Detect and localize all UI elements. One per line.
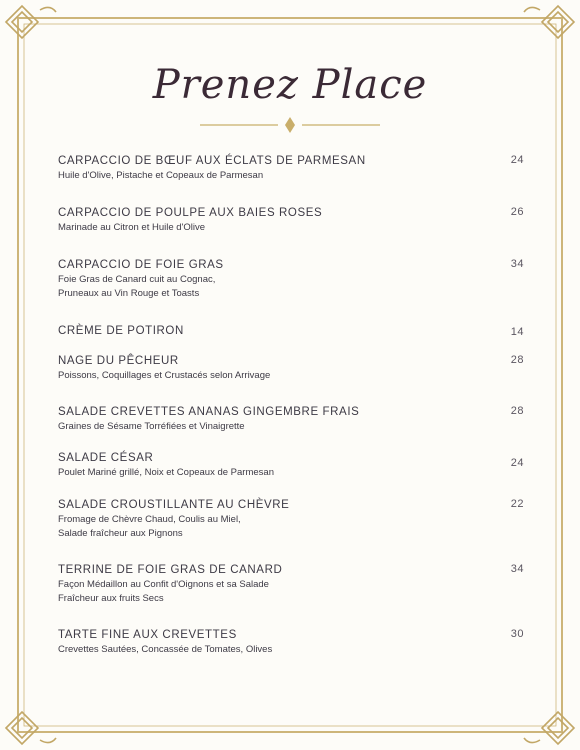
menu-item-name: SALADE CÉSAR [58,452,154,464]
menu-item-name: SALADE CROUSTILLANTE AU CHÈVRE [58,499,290,511]
menu-item-description: Marinade au Citron et Huile d'Olive [58,222,206,233]
menu-item-name: TARTE FINE AUX CREVETTES [58,629,237,641]
menu-item-description: Poissons, Coquillages et Crustacés selon Arrivage [58,370,271,381]
menu-item-price: 28 [510,405,524,417]
menu-item-price: 28 [510,354,524,366]
menu-item-description: Huile d'Olive, Pistache et Copeaux de Parmesan [58,170,264,181]
menu-item-description: Foie Gras de Canard cuit au Cognac, Pruneaux au Vin Rouge et Toasts [58,274,216,299]
menu-item [58,323,528,353]
menu-item-name: TERRINE DE FOIE GRAS DE CANARD [58,564,283,576]
menu-item [58,562,528,627]
menu-item [58,450,528,497]
menu-item-name: CRÈME DE POTIRON [58,325,184,337]
menu-item-price: 14 [510,326,524,338]
menu-item-price: 24 [510,457,524,469]
menu-item-price: 22 [510,498,524,510]
menu-item-description: Crevettes Sautées, Concassée de Tomates, Olives [58,644,273,655]
menu-item-name: CARPACCIO DE BŒUF AUX ÉCLATS DE PARMESAN [58,155,366,167]
menu-item-description: Poulet Mariné grillé, Noix et Copeaux de Parmesan [58,467,274,478]
menu-item-description: Fromage de Chèvre Chaud, Coulis au Miel, Salade fraîcheur aux Pignons [58,514,241,539]
menu-item-price: 34 [510,258,524,270]
menu-item-price: 30 [510,628,524,640]
menu-item-price: 24 [510,154,524,166]
menu-item-description: Façon Médaillon au Confit d'Oignons et sa Salade Fraîcheur aux fruits Secs [58,579,269,604]
title-divider-ornament [200,115,380,135]
menu-item [58,153,528,205]
menu-items-list [58,153,528,667]
menu-item-name: NAGE DU PÊCHEUR [58,355,179,367]
menu-item-price: 26 [510,206,524,218]
menu-title: Prenez Place [152,62,428,108]
menu-item-name: CARPACCIO DE POULPE AUX BAIES ROSES [58,207,323,219]
menu-item [58,404,528,450]
menu-item-name: SALADE CREVETTES ANANAS GINGEMBRE FRAIS [58,406,360,418]
menu-item-price: 34 [510,563,524,575]
menu-item [58,353,528,404]
menu-item [58,497,528,562]
menu-item-description: Graines de Sésame Torréfiées et Vinaigrette [58,421,245,432]
menu-item-name: CARPACCIO DE FOIE GRAS [58,259,224,271]
menu-item [58,627,528,667]
menu-item [58,205,528,257]
menu-item [58,257,528,323]
